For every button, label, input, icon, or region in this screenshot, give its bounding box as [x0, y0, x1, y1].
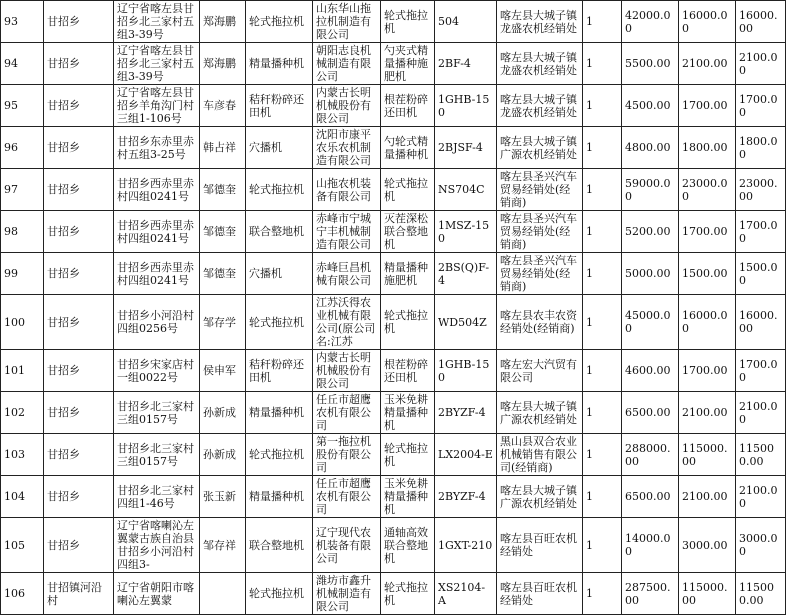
subsidy-cell: 3000.00: [679, 518, 736, 573]
buyer-cell: 韩占祥: [200, 127, 246, 169]
town-cell: 甘招乡: [44, 434, 114, 476]
table-row: [1, 253, 786, 295]
address-cell: 甘招乡宋家店村一组0022号: [114, 350, 200, 392]
quantity-cell: 1: [583, 434, 622, 476]
machine-type-cell: 轮式拖拉机: [246, 169, 313, 211]
manufacturer-cell: 任丘市超鹰农机有限公司: [313, 392, 381, 434]
model-cell: 2BYZF-4: [435, 392, 497, 434]
quantity-cell: 1: [583, 253, 622, 295]
machine-type-cell: 轮式拖拉机: [246, 1, 313, 43]
row-number-cell: 93: [1, 1, 44, 43]
manufacturer-cell: 内蒙古长明机械股份有限公司: [313, 85, 381, 127]
machine-type-cell: 联合整地机: [246, 518, 313, 573]
product-name-cell: 根茬粉碎还田机: [381, 350, 435, 392]
manufacturer-cell: 辽宁现代农机装备有限公司: [313, 518, 381, 573]
town-cell: 甘招乡: [44, 518, 114, 573]
total-subsidy-cell: 115000.00: [736, 573, 786, 615]
subsidy-cell: 16000.00: [679, 1, 736, 43]
town-cell: 甘招乡: [44, 43, 114, 85]
subsidy-cell: 16000.00: [679, 295, 736, 350]
total-subsidy-cell: 1500.00: [736, 253, 786, 295]
address-cell: 辽宁省喀左县甘招乡北三家村五组3-39号: [114, 1, 200, 43]
price-cell: 14000.00: [622, 518, 679, 573]
subsidy-cell: 1800.00: [679, 127, 736, 169]
price-cell: 59000.00: [622, 169, 679, 211]
machine-type-cell: 轮式拖拉机: [246, 295, 313, 350]
model-cell: 1MSZ-150: [435, 211, 497, 253]
total-subsidy-cell: 3000.00: [736, 518, 786, 573]
quantity-cell: 1: [583, 476, 622, 518]
dealer-cell: 喀左县大城子镇龙盛农机经销处: [497, 43, 583, 85]
buyer-cell: 孙新成: [200, 392, 246, 434]
machine-type-cell: 秸秆粉碎还田机: [246, 350, 313, 392]
table-row: [1, 85, 786, 127]
row-number-cell: 103: [1, 434, 44, 476]
total-subsidy-cell: 16000.00: [736, 1, 786, 43]
dealer-cell: 喀左县圣兴汽车贸易经销处(经销商): [497, 211, 583, 253]
quantity-cell: 1: [583, 169, 622, 211]
buyer-cell: 郑海鹏: [200, 1, 246, 43]
product-name-cell: 勺夹式精量播种施肥机: [381, 43, 435, 85]
buyer-cell: 邹德奎: [200, 169, 246, 211]
address-cell: 甘招乡西赤里赤村四组0241号: [114, 169, 200, 211]
total-subsidy-cell: 1800.00: [736, 127, 786, 169]
total-subsidy-cell: 115000.00: [736, 434, 786, 476]
model-cell: 2BF-4: [435, 43, 497, 85]
quantity-cell: 1: [583, 211, 622, 253]
product-name-cell: 精量播种施肥机: [381, 253, 435, 295]
table-row: [1, 1, 786, 43]
machine-type-cell: 精量播种机: [246, 392, 313, 434]
product-name-cell: 轮式拖拉机: [381, 573, 435, 615]
price-cell: 5200.00: [622, 211, 679, 253]
product-name-cell: 轮式拖拉机: [381, 1, 435, 43]
table-row: [1, 392, 786, 434]
quantity-cell: 1: [583, 127, 622, 169]
total-subsidy-cell: 2100.00: [736, 476, 786, 518]
address-cell: 甘招乡东赤里赤村五组3-25号: [114, 127, 200, 169]
total-subsidy-cell: 1700.00: [736, 211, 786, 253]
machine-type-cell: 精量播种机: [246, 43, 313, 85]
manufacturer-cell: 内蒙古长明机械股份有限公司: [313, 350, 381, 392]
subsidy-cell: 1500.00: [679, 253, 736, 295]
subsidy-cell: 1700.00: [679, 350, 736, 392]
town-cell: 甘招乡: [44, 476, 114, 518]
subsidy-cell: 115000.00: [679, 434, 736, 476]
buyer-cell: 邹德奎: [200, 211, 246, 253]
table-row: [1, 573, 786, 615]
machine-type-cell: 秸秆粉碎还田机: [246, 85, 313, 127]
product-name-cell: 玉米免耕精量播种机: [381, 392, 435, 434]
quantity-cell: 1: [583, 518, 622, 573]
dealer-cell: 喀左宏大汽贸有限公司: [497, 350, 583, 392]
machine-type-cell: 轮式拖拉机: [246, 434, 313, 476]
buyer-cell: 张玉新: [200, 476, 246, 518]
product-name-cell: 根茬粉碎还田机: [381, 85, 435, 127]
total-subsidy-cell: 1700.00: [736, 350, 786, 392]
quantity-cell: 1: [583, 573, 622, 615]
address-cell: 甘招乡西赤里赤村四组0241号: [114, 253, 200, 295]
row-number-cell: 106: [1, 573, 44, 615]
address-cell: 甘招乡小河沿村四组0256号: [114, 295, 200, 350]
town-cell: 甘招乡: [44, 85, 114, 127]
manufacturer-cell: 赤峰巨昌机械有限公司: [313, 253, 381, 295]
address-cell: 甘招乡北三家村四组1-46号: [114, 476, 200, 518]
total-subsidy-cell: 1700.00: [736, 85, 786, 127]
price-cell: 42000.00: [622, 1, 679, 43]
price-cell: 4600.00: [622, 350, 679, 392]
address-cell: 甘招乡西赤里赤村四组0241号: [114, 211, 200, 253]
buyer-cell: 郑海鹏: [200, 43, 246, 85]
table-body: [1, 1, 786, 615]
product-name-cell: 轮式拖拉机: [381, 295, 435, 350]
dealer-cell: 喀左县农丰农资经销处(经销商): [497, 295, 583, 350]
product-name-cell: 灭茬深松联合整地机: [381, 211, 435, 253]
dealer-cell: 喀左县百旺农机经销处: [497, 573, 583, 615]
model-cell: 1GHB-150: [435, 85, 497, 127]
quantity-cell: 1: [583, 295, 622, 350]
address-cell: 辽宁省喀左县甘招乡北三家村五组3-39号: [114, 43, 200, 85]
dealer-cell: 喀左县百旺农机经销处: [497, 518, 583, 573]
quantity-cell: 1: [583, 350, 622, 392]
town-cell: 甘招乡: [44, 127, 114, 169]
buyer-cell: 侯申军: [200, 350, 246, 392]
total-subsidy-cell: 16000.00: [736, 295, 786, 350]
manufacturer-cell: 赤峰市宁城宁丰机械制造有限公司: [313, 211, 381, 253]
dealer-cell: 喀左县大城子镇广源农机经销处: [497, 392, 583, 434]
subsidy-cell: 2100.00: [679, 476, 736, 518]
table-row: [1, 350, 786, 392]
dealer-cell: 喀左县大城子镇广源农机经销处: [497, 127, 583, 169]
model-cell: XS2104-A: [435, 573, 497, 615]
total-subsidy-cell: 23000.00: [736, 169, 786, 211]
subsidy-cell: 1700.00: [679, 85, 736, 127]
dealer-cell: 喀左县大城子镇广源农机经销处: [497, 476, 583, 518]
manufacturer-cell: 沈阳市康平农乐农机制造有限公司: [313, 127, 381, 169]
price-cell: 4800.00: [622, 127, 679, 169]
row-number-cell: 101: [1, 350, 44, 392]
table-row: [1, 295, 786, 350]
manufacturer-cell: 第一拖拉机股份有限公司: [313, 434, 381, 476]
subsidy-cell: 1700.00: [679, 211, 736, 253]
town-cell: 甘招乡: [44, 350, 114, 392]
price-cell: 287500.00: [622, 573, 679, 615]
quantity-cell: 1: [583, 43, 622, 85]
model-cell: 2BS(Q)F-4: [435, 253, 497, 295]
subsidy-cell: 2100.00: [679, 43, 736, 85]
model-cell: WD504Z: [435, 295, 497, 350]
machine-type-cell: 穴播机: [246, 127, 313, 169]
model-cell: LX2004-E: [435, 434, 497, 476]
table-row: [1, 43, 786, 85]
price-cell: 288000.00: [622, 434, 679, 476]
address-cell: 辽宁省喀左县甘招乡羊角沟门村三组1-106号: [114, 85, 200, 127]
dealer-cell: 喀左县大城子镇龙盛农机经销处: [497, 1, 583, 43]
town-cell: 甘招乡: [44, 169, 114, 211]
table-row: [1, 476, 786, 518]
quantity-cell: 1: [583, 85, 622, 127]
product-name-cell: 玉米免耕精量播种机: [381, 476, 435, 518]
table-row: [1, 127, 786, 169]
model-cell: 2BYZF-4: [435, 476, 497, 518]
buyer-cell: 邹存祥: [200, 518, 246, 573]
model-cell: 504: [435, 1, 497, 43]
buyer-cell: 邹德奎: [200, 253, 246, 295]
total-subsidy-cell: 2100.00: [736, 392, 786, 434]
quantity-cell: 1: [583, 392, 622, 434]
row-number-cell: 94: [1, 43, 44, 85]
table-row: [1, 434, 786, 476]
row-number-cell: 98: [1, 211, 44, 253]
table-row: [1, 169, 786, 211]
town-cell: 甘招乡: [44, 392, 114, 434]
buyer-cell: [200, 573, 246, 615]
price-cell: 5500.00: [622, 43, 679, 85]
machine-type-cell: 精量播种机: [246, 476, 313, 518]
subsidy-cell: 2100.00: [679, 392, 736, 434]
buyer-cell: 邹存学: [200, 295, 246, 350]
manufacturer-cell: 山东华山拖拉机制造有限公司: [313, 1, 381, 43]
row-number-cell: 102: [1, 392, 44, 434]
manufacturer-cell: 山拖农机装备有限公司: [313, 169, 381, 211]
table-row: [1, 518, 786, 573]
row-number-cell: 99: [1, 253, 44, 295]
dealer-cell: 黑山县双合农业机械销售有限公司(经销商): [497, 434, 583, 476]
address-cell: 甘招乡北三家村三组0157号: [114, 434, 200, 476]
town-cell: 甘招镇河沿村: [44, 573, 114, 615]
dealer-cell: 喀左县大城子镇龙盛农机经销处: [497, 85, 583, 127]
product-name-cell: 通轴高效联合整地机: [381, 518, 435, 573]
row-number-cell: 95: [1, 85, 44, 127]
subsidy-cell: 115000.00: [679, 573, 736, 615]
price-cell: 6500.00: [622, 476, 679, 518]
product-name-cell: 轮式拖拉机: [381, 169, 435, 211]
price-cell: 5000.00: [622, 253, 679, 295]
manufacturer-cell: 朝阳志良机械制造有限公司: [313, 43, 381, 85]
town-cell: 甘招乡: [44, 295, 114, 350]
row-number-cell: 96: [1, 127, 44, 169]
row-number-cell: 105: [1, 518, 44, 573]
town-cell: 甘招乡: [44, 253, 114, 295]
total-subsidy-cell: 2100.00: [736, 43, 786, 85]
model-cell: NS704C: [435, 169, 497, 211]
model-cell: 1GXT-210: [435, 518, 497, 573]
product-name-cell: 轮式拖拉机: [381, 434, 435, 476]
town-cell: 甘招乡: [44, 211, 114, 253]
row-number-cell: 104: [1, 476, 44, 518]
quantity-cell: 1: [583, 1, 622, 43]
town-cell: 甘招乡: [44, 1, 114, 43]
machine-type-cell: 轮式拖拉机: [246, 573, 313, 615]
manufacturer-cell: 江苏沃得农业机械有限公司(原公司名:江苏: [313, 295, 381, 350]
product-name-cell: 勺轮式精量播种机: [381, 127, 435, 169]
price-cell: 6500.00: [622, 392, 679, 434]
price-cell: 4500.00: [622, 85, 679, 127]
buyer-cell: 车彦春: [200, 85, 246, 127]
address-cell: 甘招乡北三家村三组0157号: [114, 392, 200, 434]
address-cell: 辽宁省喀喇沁左翼蒙古族自治县甘招乡小河沿村四组3-: [114, 518, 200, 573]
table-row: [1, 211, 786, 253]
machine-type-cell: 穴播机: [246, 253, 313, 295]
manufacturer-cell: 任丘市超鹰农机有限公司: [313, 476, 381, 518]
machine-type-cell: 联合整地机: [246, 211, 313, 253]
model-cell: 2BJSF-4: [435, 127, 497, 169]
price-cell: 45000.00: [622, 295, 679, 350]
dealer-cell: 喀左县圣兴汽车贸易经销处(经销商): [497, 169, 583, 211]
row-number-cell: 97: [1, 169, 44, 211]
address-cell: 辽宁省朝阳市喀喇沁左翼蒙: [114, 573, 200, 615]
buyer-cell: 孙新成: [200, 434, 246, 476]
manufacturer-cell: 潍坊市鑫升机械制造有限公司: [313, 573, 381, 615]
row-number-cell: 100: [1, 295, 44, 350]
subsidy-cell: 23000.00: [679, 169, 736, 211]
model-cell: 1GHB-150: [435, 350, 497, 392]
dealer-cell: 喀左县圣兴汽车贸易经销处(经销商): [497, 253, 583, 295]
